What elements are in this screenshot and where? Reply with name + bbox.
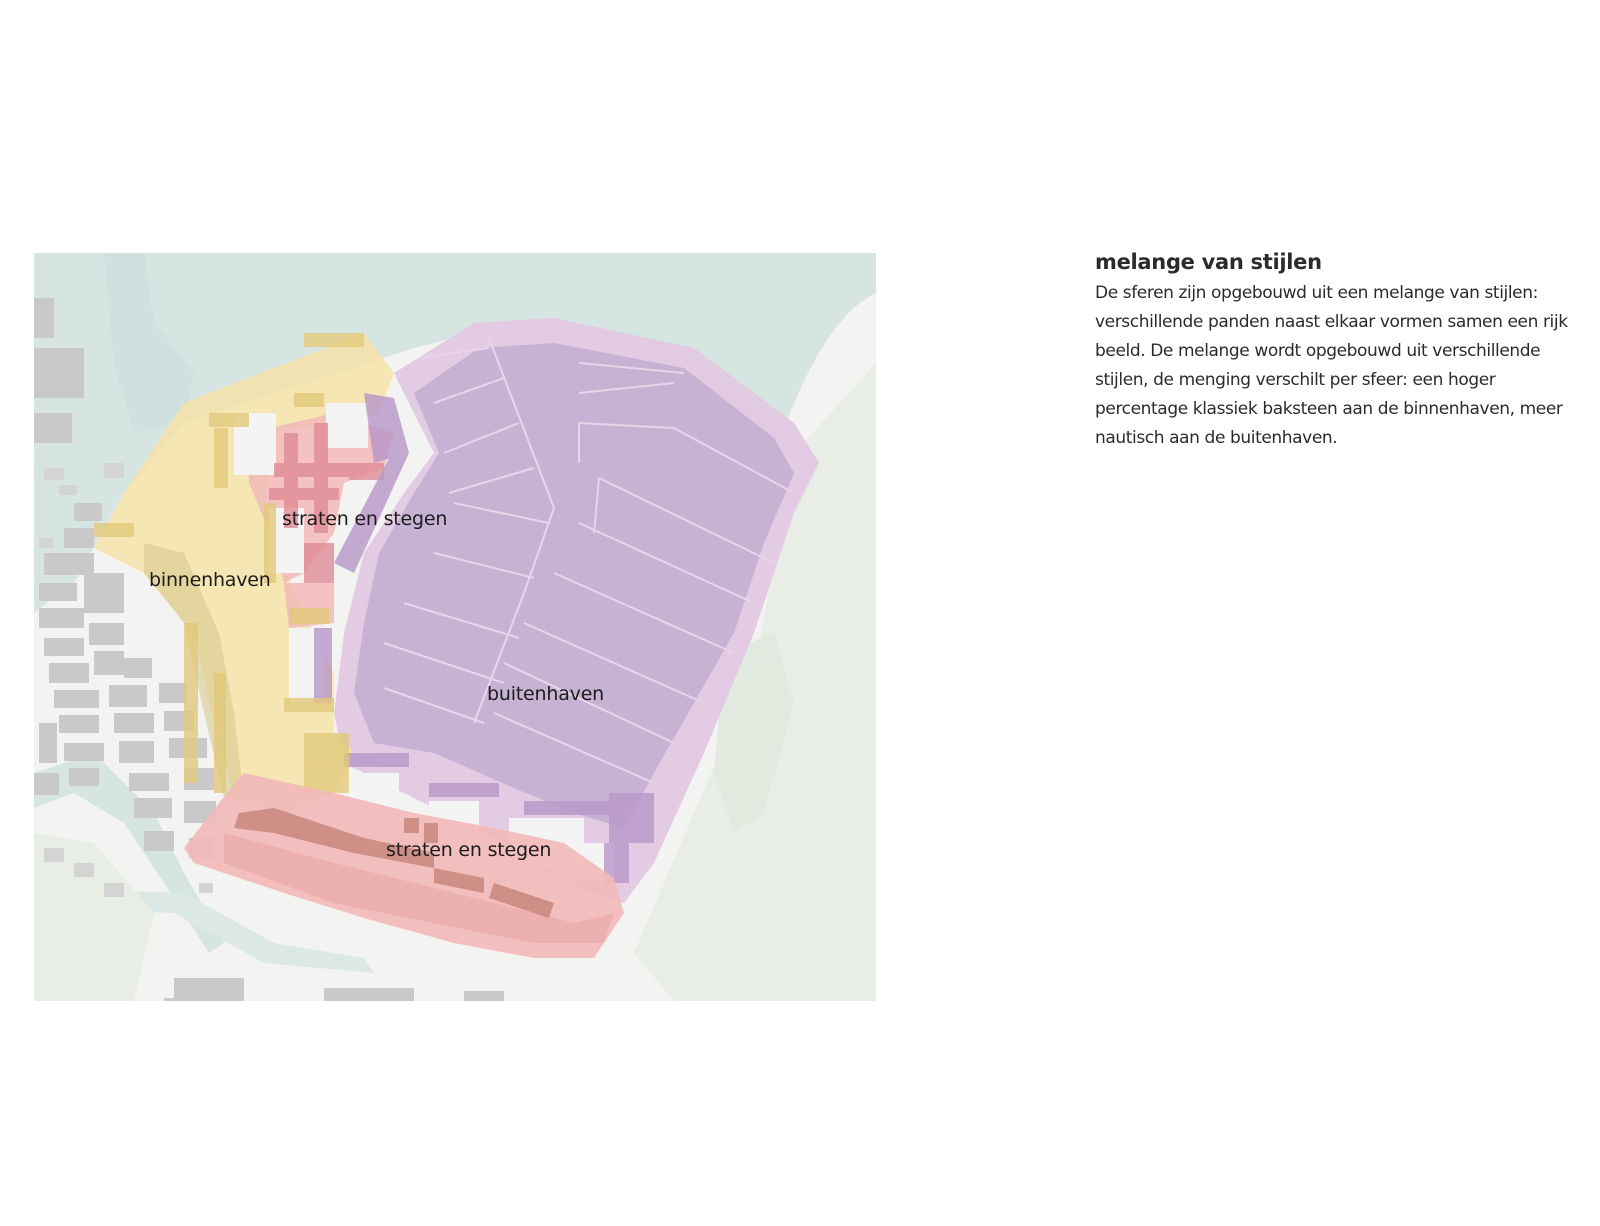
map-drawing (34, 253, 876, 1001)
site-map (34, 253, 876, 1001)
label-straten-top: straten en stegen (282, 508, 448, 530)
body-line: stijlen, de menging verschilt per sfeer: een hoger (1095, 370, 1496, 390)
body-line: nautisch aan de buitenhaven. (1095, 428, 1338, 448)
panel-heading: melange van stijlen (1095, 250, 1322, 274)
label-binnenhaven: binnenhaven (149, 569, 271, 591)
panel-body (1095, 279, 1595, 453)
label-straten-bottom: straten en stegen (386, 839, 552, 861)
body-line: De sferen zijn opgebouwd uit een melange van stijlen: (1095, 283, 1538, 303)
label-buitenhaven: buitenhaven (487, 683, 605, 705)
text-panel (1095, 250, 1595, 453)
body-line: percentage klassiek baksteen aan de binnenhaven, meer (1095, 399, 1563, 419)
body-line: verschillende panden naast elkaar vormen samen een rijk (1095, 312, 1568, 332)
body-line: beeld. De melange wordt opgebouwd uit verschillende (1095, 341, 1541, 361)
